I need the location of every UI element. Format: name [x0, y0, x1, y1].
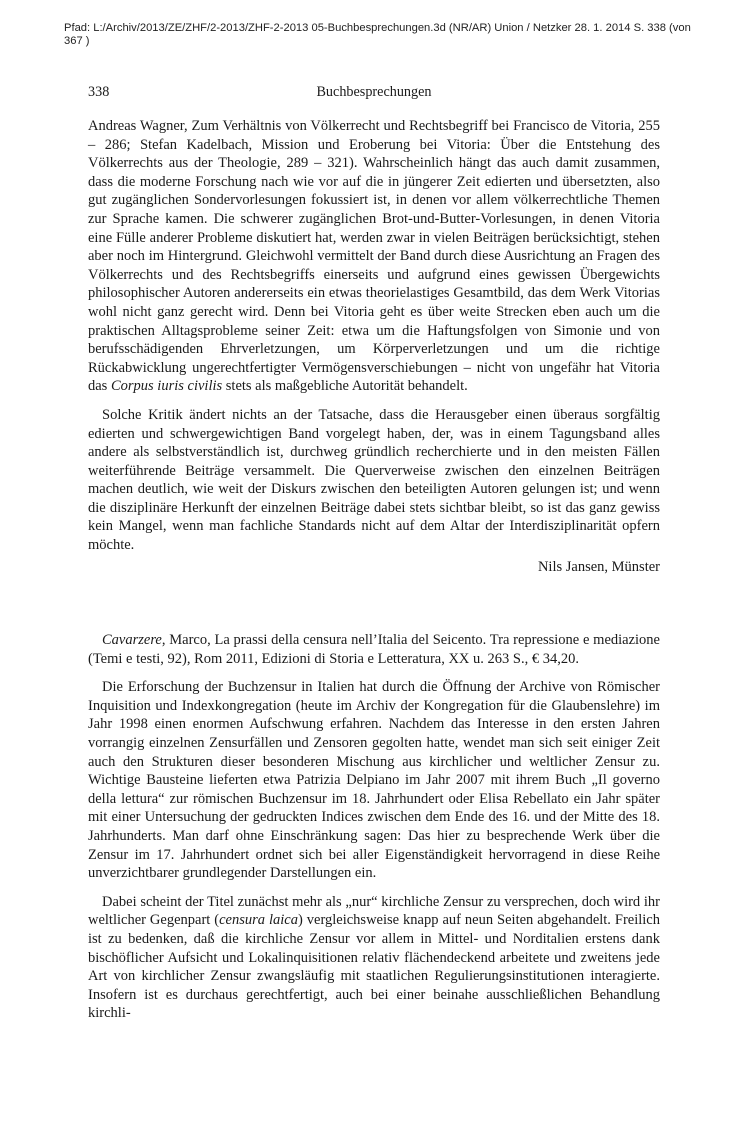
paragraph-text: Andreas Wagner, Zum Verhältnis von Völkerrecht und Rechtsbegriff bei Francisco de Vitoria, 255 – 286; Stefan Kadelbach, Mission und Eroberung bei Vitoria: Über die Entstehung des Völkerrechts aus der Theologie, 289 – 321). Wahrscheinlich hängt das auch damit zusammen, dass die moderne Forschung nach wie vor auf die in jüngerer Zeit edierten und übersetzten, also gut zugänglichen Sondervorlesungen fokussiert ist, in denen vor allem völkerrechtliche Themen zur Sprache kamen. Die schwerer zugänglichen Brot-und-Butter-Vorlesungen, in denen Vitoria eine Fülle anderer Probleme diskutiert hat, werden zwar in vielen Beiträgen berücksichtigt, stehen aber noch im Hintergrund. Gleichwohl vermittelt der Band durch diese Ausrichtung an Fragen des Völkerrechts und des Rechtsbegriffs einerseits und aufgrund eines gewissen Übergewichts philosophischer Autoren andererseits ein etwas theorielastiges Gesamtbild, das dem Werk Vitorias wohl nicht ganz gerecht wird. Denn bei Vitoria geht es über weite Strecken eben auch um die praktischen Alltagsprobleme seiner Zeit: etwa um die Haftungsfolgen von Simonie und von berufsschädigenden Ehrverletzungen, um Körperverletzungen und um die richtige Rückabwicklung ungerechtfertigter Vermögensverschiebungen – nicht von ungefähr hat Vitoria das [88, 118, 660, 395]
review-cavarzere-paragraph-2 [88, 893, 660, 1023]
italic-title: Corpus iuris civilis [110, 378, 223, 395]
file-path-slug: Pfad: L:/Archiv/2013/ZE/ZHF/2-2013/ZHF-2-2013 05-Buchbesprechungen.3d (NR/AR) Union / Netzker 28. 1. 2014 S. 338 (von 367 ) [64, 22, 691, 47]
paragraph-text-end: ) vergleichsweise knapp auf neun Seiten abgehandelt. Freilich ist zu bedenken, daß die kirchliche Zensur vor allem in Mittel- und Norditalien erstens dank bischöflicher Aufsicht und Lokalinquisitionen relativ flächendeckend arbeitete und zweitens jede Art von kirchlicher Zensur zwangsläufig mit staatlichen Regulierungsinstitutionen interagierte. Insofern ist es durchaus gerechtfertigt, auch bei einer beinahe ausschließlichen Behandlung kirchli- [88, 912, 660, 1022]
citation-author: Cavarzere [102, 632, 162, 648]
book-citation [88, 631, 660, 668]
paragraph-text: Dabei scheint der Titel zunächst mehr als „nur“ kirchliche Zensur zu versprechen, doch wird ihr weltlicher Gegenpart ( [88, 893, 660, 929]
review-cavarzere [88, 631, 660, 1023]
review-jansen [88, 117, 660, 576]
review-jansen-paragraph-1 [88, 117, 660, 396]
running-title: Buchbesprechungen [316, 84, 432, 100]
paragraph-text-end: stets als maßgebliche Autorität behandelt. [222, 378, 468, 395]
italic-term: censura laica [219, 912, 298, 929]
page-number: 338 [88, 84, 110, 100]
reviewer-signature: Nils Jansen, Münster [537, 558, 660, 575]
review-cavarzere-paragraph-1: Die Erforschung der Buchzensur in Italien hat durch die Öffnung der Archive von Römischer Inquisition und Indexkongregation (heute im Archiv der Kongregation für die Glaubenslehre) im Jahr 1998 einen enormen Aufschwung erfahren. Nachdem das Interesse in den ersten Jahren vorrangig einzelnen Zensurfällen und Zensoren gegolten hatte, wendet man sich seit einiger Zeit auch den Strukturen dieser besonderen Mischung aus kirchlicher und weltlicher Zensur zu. Wichtige Bausteine lieferten etwa Patrizia Delpiano im Jahr 2007 mit ihrem Buch „Il governo della lettura“ zur römischen Buchzensur im 18. Jahrhundert oder Elisa Rebellato ein Jahr später mit einer Untersuchung der gedruckten Indices zwischen dem Ende des 16. und der Mitte des 18. Jahrhunderts. Man darf ohne Einschränkung sagen: Das hier zu besprechende Werk über die Zensur im 17. Jahrhundert ordnet sich bei aller Eigenständigkeit hervorragend in diese Reihe unverzichtbarer grundlegender Darstellungen ein. [88, 679, 660, 882]
review-jansen-paragraph-2: Solche Kritik ändert nichts an der Tatsache, dass die Herausgeber einen überaus sorgfältig edierten und schwergewichtigen Band vorgelegt haben, der, was in einem Tagungsband alles andere als selbstverständlich ist, durchweg gründlich recherchierte und in den meisten Fällen weiterführende Beiträge versammelt. Die Querverweise zwischen den einzelnen Beiträgen machen deutlich, wie weit der Diskurs zwischen den beteiligten Autoren gelungen ist; und wenn die disziplinäre Herkunft der einzelnen Beiträge dabei stets sichtbar bleibt, so ist das ganz gewiss kein Mangel, wenn man fachliche Standards nicht auf dem Altar der Interdisziplinarität opfern möchte. [88, 406, 660, 554]
citation-details: , Marco, La prassi della censura nell’Italia del Seicento. Tra repressione e mediazione (Temi e testi, 92), Rom 2011, Edizioni di Storia e Letteratura, XX u. 263 S., € 34,20. [88, 632, 660, 667]
